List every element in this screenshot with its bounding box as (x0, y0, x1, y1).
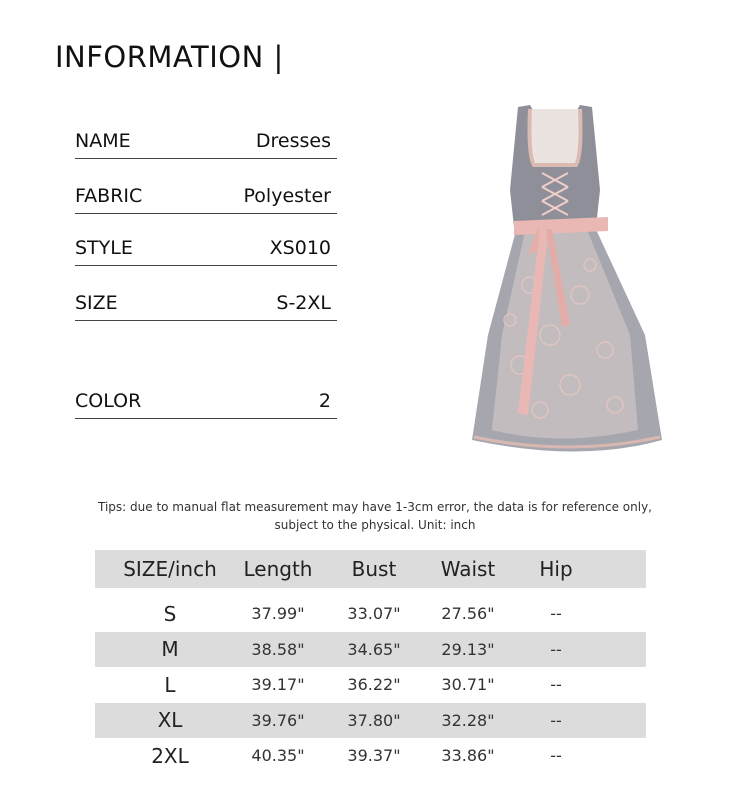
info-value: 2 (318, 390, 331, 412)
size-cell: L (164, 672, 176, 697)
length-cell: 37.99" (251, 604, 305, 624)
hip-cell: -- (550, 746, 562, 766)
measurement-tips (80, 498, 670, 534)
table-row (95, 703, 646, 739)
bust-cell: 36.22" (347, 675, 401, 695)
table-row (95, 596, 646, 632)
info-row-style (75, 235, 337, 266)
hip-cell: -- (550, 604, 562, 624)
length-cell: 40.35" (251, 746, 305, 766)
waist-cell: 33.86" (441, 746, 495, 766)
waist-cell: 27.56" (441, 604, 495, 624)
table-row (95, 667, 646, 703)
size-cell: S (163, 601, 177, 626)
hip-cell: -- (550, 675, 562, 695)
info-label: SIZE (75, 292, 118, 314)
size-cell: XL (157, 708, 183, 733)
hip-cell: -- (550, 639, 562, 659)
length-cell: 38.58" (251, 639, 305, 659)
bust-cell: 39.37" (347, 746, 401, 766)
waist-cell: 29.13" (441, 639, 495, 659)
info-value: S-2XL (276, 292, 331, 314)
dress-product-image (430, 95, 680, 465)
tips-line: subject to the physical. Unit: inch (274, 518, 476, 532)
column-header: SIZE/inch (123, 557, 217, 581)
table-row (95, 632, 646, 668)
bust-cell: 34.65" (347, 639, 401, 659)
info-label: NAME (75, 130, 131, 152)
length-cell: 39.17" (251, 675, 305, 695)
column-header: Length (243, 557, 313, 581)
waist-cell: 30.71" (441, 675, 495, 695)
info-value: Polyester (243, 185, 331, 207)
tips-line: Tips: due to manual flat measurement may have 1-3cm error, the data is for reference only, (98, 500, 652, 514)
table-header-row (95, 550, 646, 588)
column-header: Hip (539, 557, 573, 581)
info-label: STYLE (75, 237, 133, 259)
page-title: INFORMATION | (55, 40, 284, 74)
info-label: COLOR (75, 390, 142, 412)
size-chart-table (95, 550, 646, 774)
bust-cell: 33.07" (347, 604, 401, 624)
info-row-name (75, 128, 337, 159)
waist-cell: 32.28" (441, 710, 495, 730)
size-cell: 2XL (151, 743, 189, 768)
size-cell: M (161, 637, 179, 662)
info-value: XS010 (269, 237, 331, 259)
info-value: Dresses (255, 130, 331, 152)
info-row-color (75, 388, 337, 419)
bust-cell: 37.80" (347, 710, 401, 730)
info-row-fabric (75, 183, 337, 214)
column-header: Bust (351, 557, 397, 581)
info-label: FABRIC (75, 185, 143, 207)
table-row (95, 738, 646, 774)
info-row-size (75, 290, 337, 321)
column-header: Waist (440, 557, 496, 581)
hip-cell: -- (550, 710, 562, 730)
length-cell: 39.76" (251, 710, 305, 730)
